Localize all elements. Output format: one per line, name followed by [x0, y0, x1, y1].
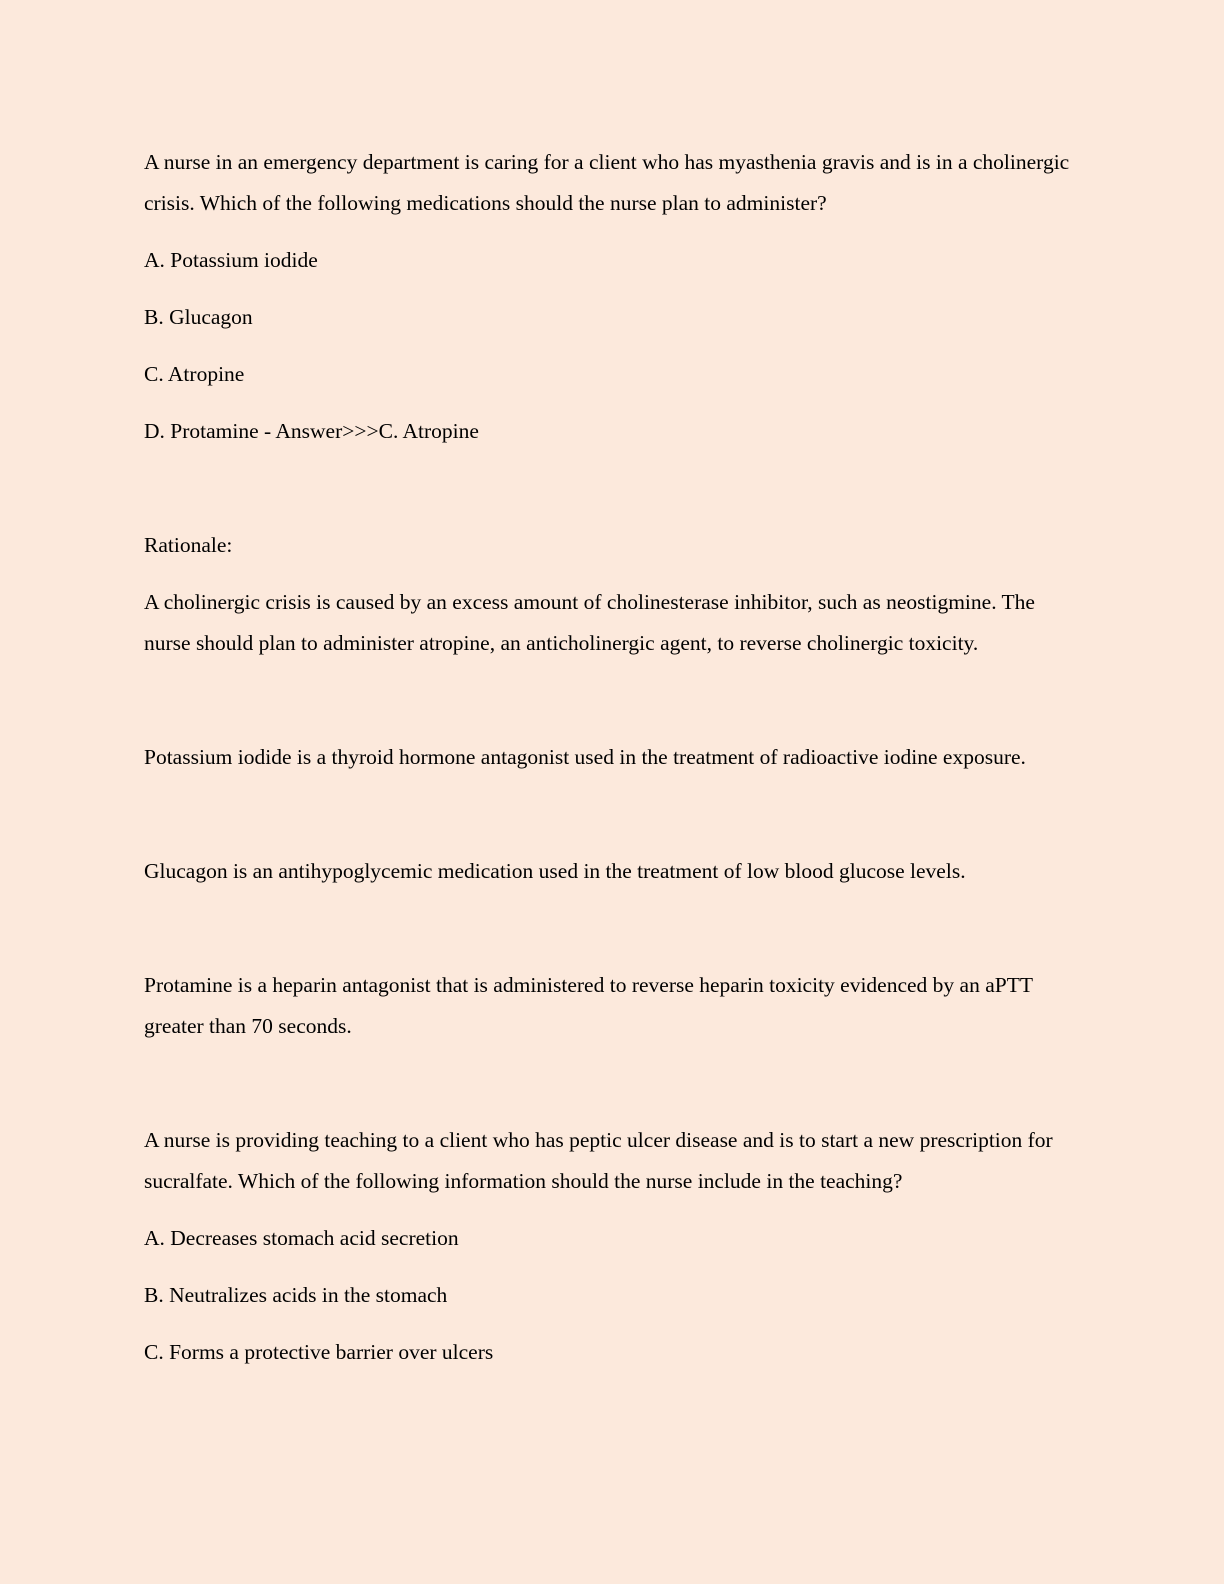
question-2-option-b: B. Neutralizes acids in the stomach: [144, 1283, 448, 1307]
question-2-option-a: A. Decreases stomach acid secretion: [144, 1226, 459, 1250]
question-2-option-c: C. Forms a protective barrier over ulcers: [144, 1340, 494, 1364]
rationale-paragraph-3: Glucagon is an antihypoglycemic medication used in the treatment of low blood glucose levels.: [144, 859, 966, 883]
rationale-paragraph-1: A cholinergic crisis is caused by an excess amount of cholinesterase inhibitor, such as neostigmine. The nurse should plan to administer atropine, an anticholinergic agent, to reverse cholinergic toxicity.: [144, 590, 1035, 655]
question-1-option-c: C. Atropine: [144, 362, 245, 386]
question-1-option-a: A. Potassium iodide: [144, 248, 318, 272]
question-1-option-d-answer: D. Protamine - Answer>>>C. Atropine: [144, 419, 479, 443]
rationale-paragraph-2: Potassium iodide is a thyroid hormone antagonist used in the treatment of radioactive iodine exposure.: [144, 745, 1026, 769]
question-1-option-b: B. Glucagon: [144, 305, 253, 329]
question-1-stem: A nurse in an emergency department is caring for a client who has myasthenia gravis and is in a cholinergic crisis. Which of the following medications should the nurse plan to administer?: [144, 150, 1070, 215]
question-2-stem: A nurse is providing teaching to a client who has peptic ulcer disease and is to start a new prescription for sucralfate. Which of the following information should the nurse include in the teaching?: [144, 1128, 1053, 1193]
rationale-paragraph-4: Protamine is a heparin antagonist that is administered to reverse heparin toxicity evidenced by an aPTT greater than 70 seconds.: [144, 973, 1033, 1038]
rationale-label: Rationale:: [144, 533, 233, 557]
page-content: [144, 142, 1080, 1373]
